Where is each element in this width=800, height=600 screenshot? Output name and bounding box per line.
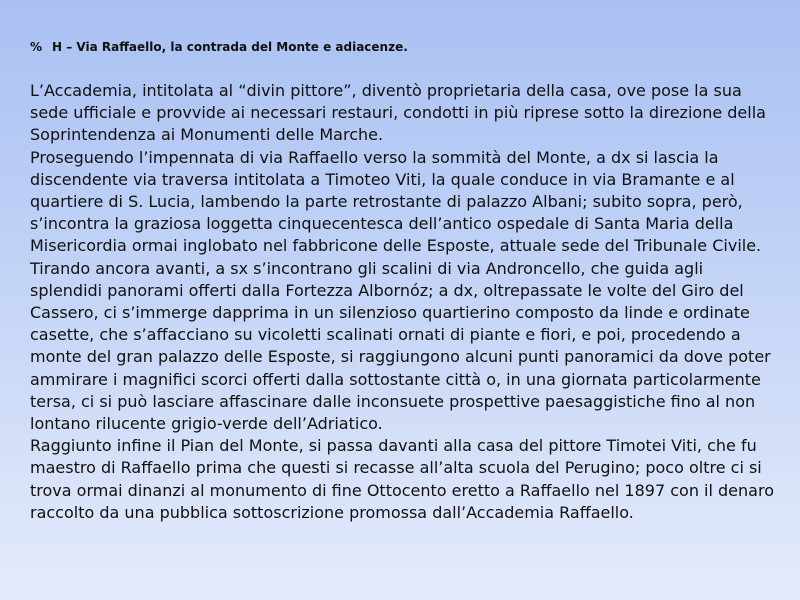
body-text [30, 80, 778, 524]
heading-title: H – Via Raffaello, la contrada del Monte e adiacenze. [52, 40, 408, 54]
heading-bullet: % [30, 40, 43, 54]
paragraph-accademia: L’Accademia, intitolata al “divin pittore”, diventò proprietaria della casa, ove pose la sua sede ufficiale e provvide ai necessari restauri, condotti in più riprese sotto la direzione della Soprintendenza ai Monumenti delle Marche. [30, 81, 766, 145]
paragraph-via-raffaello: Proseguendo l’impennata di via Raffaello verso la sommità del Monte, a dx si lascia la discendente via traversa intitolata a Timoteo Viti, la quale conduce in via Bramante e al quartiere di S. Lucia, lambendo la parte retrostante di palazzo Albani; subito sopra, però, s’incontra la graziosa loggetta cinquecentesca dell’antico ospedale di Santa Maria della Misericordia ormai inglobato nel fabbricone delle Esposte, attuale sede del Tribunale Civile. Tirando ancora avanti, a sx s’incontrano gli scalini di via Androncello, che guida agli splendidi panorami offerti dalla Fortezza Albornóz; a dx, oltrepassate le volte del Giro del Cassero, ci s’immerge dapprima in un silenzioso quartierino composto da linde e ordinate casette, che s’affacciano su vicoletti scalinati ornati di piante e fiori, e poi, procedendo a monte del gran palazzo delle Esposte, si raggiungono alcuni punti panoramici da dove poter ammirare i magnifici scorci offerti dalla sottostante città o, in una giornata particolarmente tersa, ci si può lasciare affascinare dalle inconsuete prospettive paesaggistiche fino al non lontano rilucente grigio-verde dell’Adriatico. [30, 147, 771, 434]
paragraph-pian-del-monte: Raggiunto infine il Pian del Monte, si passa davanti alla casa del pittore Timotei Viti, che fu maestro di Raffaello prima che questi si recasse all’alta scuola del Perugino; poco oltre ci si trova ormai dinanzi al monumento di fine Ottocento eretto a Raffaello nel 1897 con il denaro raccolto da una pubblica sottoscrizione promossa dall’Accademia Raffaello. [30, 436, 774, 522]
section-heading [30, 40, 770, 54]
